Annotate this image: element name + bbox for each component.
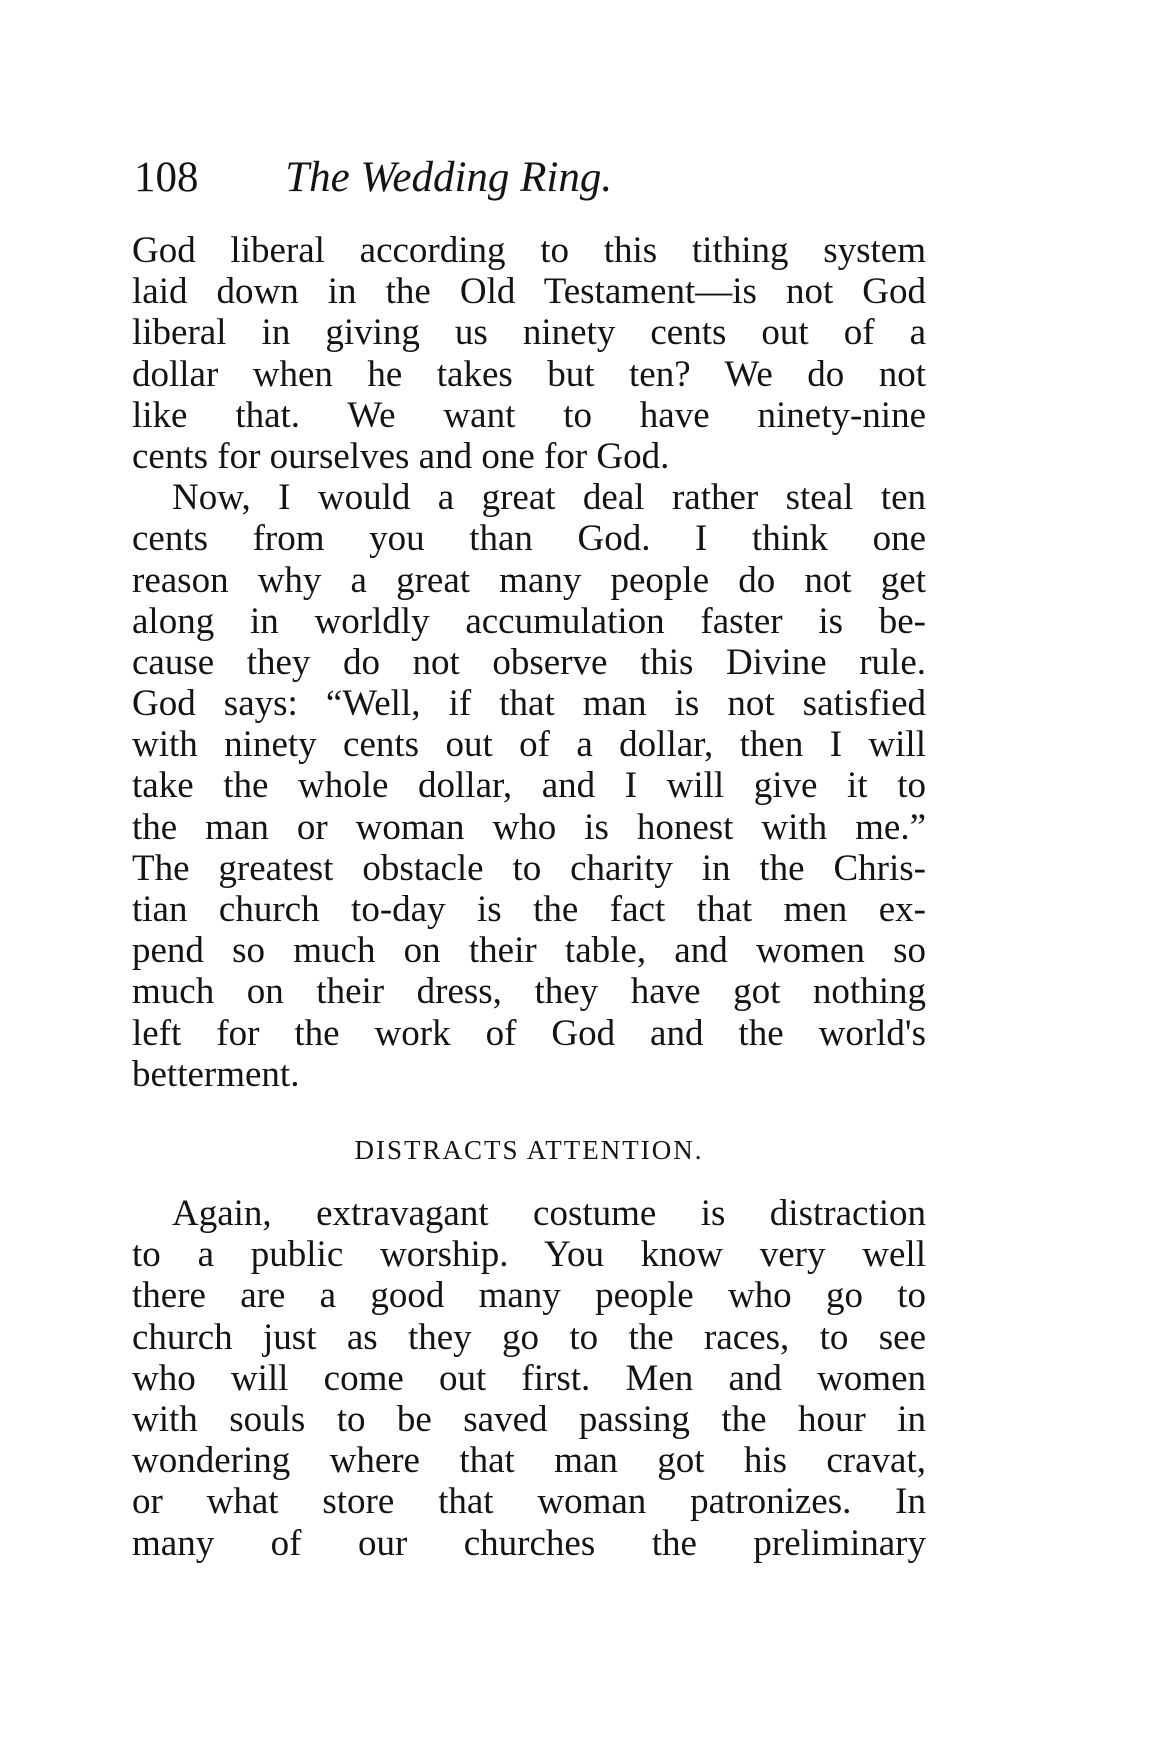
text-line: God liberal according to this tithing system: [132, 230, 926, 271]
text-line: who will come out first. Men and women: [132, 1357, 926, 1399]
text-line: God says: “Well, if that man is not satisfied: [132, 683, 926, 725]
body-text-top: [132, 230, 926, 1095]
text-line: cents for ourselves and one for God.: [132, 435, 670, 477]
text-line: left for the work of God and the world's: [132, 1012, 926, 1054]
text-line: with ninety cents out of a dollar, then I will: [132, 724, 926, 766]
book-title: The Wedding Ring.: [285, 154, 613, 201]
text-line: betterment.: [132, 1053, 300, 1095]
text-line: pend so much on their table, and women so: [132, 930, 926, 972]
text-line: like that. We want to have ninety-nine: [132, 394, 926, 436]
text-line: cause they do not observe this Divine rule.: [132, 641, 926, 683]
text-line: to a public worship. You know very well: [132, 1234, 926, 1276]
text-line: Now, I would a great deal rather steal ten: [172, 477, 926, 519]
text-line: or what store that woman patronizes. In: [132, 1481, 926, 1523]
text-line: reason why a great many people do not get: [132, 559, 926, 601]
body-text-bottom: [132, 1193, 926, 1564]
paragraph-1: [132, 230, 926, 477]
text-line: dollar when he takes but ten? We do not: [132, 353, 926, 395]
text-line: there are a good many people who go to: [132, 1275, 926, 1317]
text-line: laid down in the Old Testament—is not God: [132, 271, 926, 313]
text-line: with souls to be saved passing the hour in: [132, 1398, 926, 1440]
paragraph-2: [132, 477, 926, 1095]
text-line: cents from you than God. I think one: [132, 518, 926, 560]
text-line: take the whole dollar, and I will give it to: [132, 765, 926, 807]
text-line: Again, extravagant costume is distraction: [172, 1193, 926, 1234]
text-line: much on their dress, they have got nothing: [132, 971, 926, 1013]
text-line: the man or woman who is honest with me.”: [132, 806, 926, 848]
running-head: [134, 148, 934, 208]
text-line: along in worldly accumulation faster is be-: [132, 600, 926, 642]
page-number: 108: [134, 154, 199, 201]
text-line: tian church to-day is the fact that men ex-: [132, 889, 926, 930]
text-line: many of our churches the preliminary: [132, 1522, 926, 1564]
paragraph-3: [132, 1193, 926, 1564]
text-line: The greatest obstacle to charity in the Chris-: [132, 847, 926, 889]
section-heading: DISTRACTS ATTENTION.: [354, 1135, 704, 1165]
text-line: church just as they go to the races, to see: [132, 1316, 926, 1358]
text-line: liberal in giving us ninety cents out of a: [132, 312, 926, 354]
text-line: wondering where that man got his cravat,: [132, 1440, 926, 1482]
